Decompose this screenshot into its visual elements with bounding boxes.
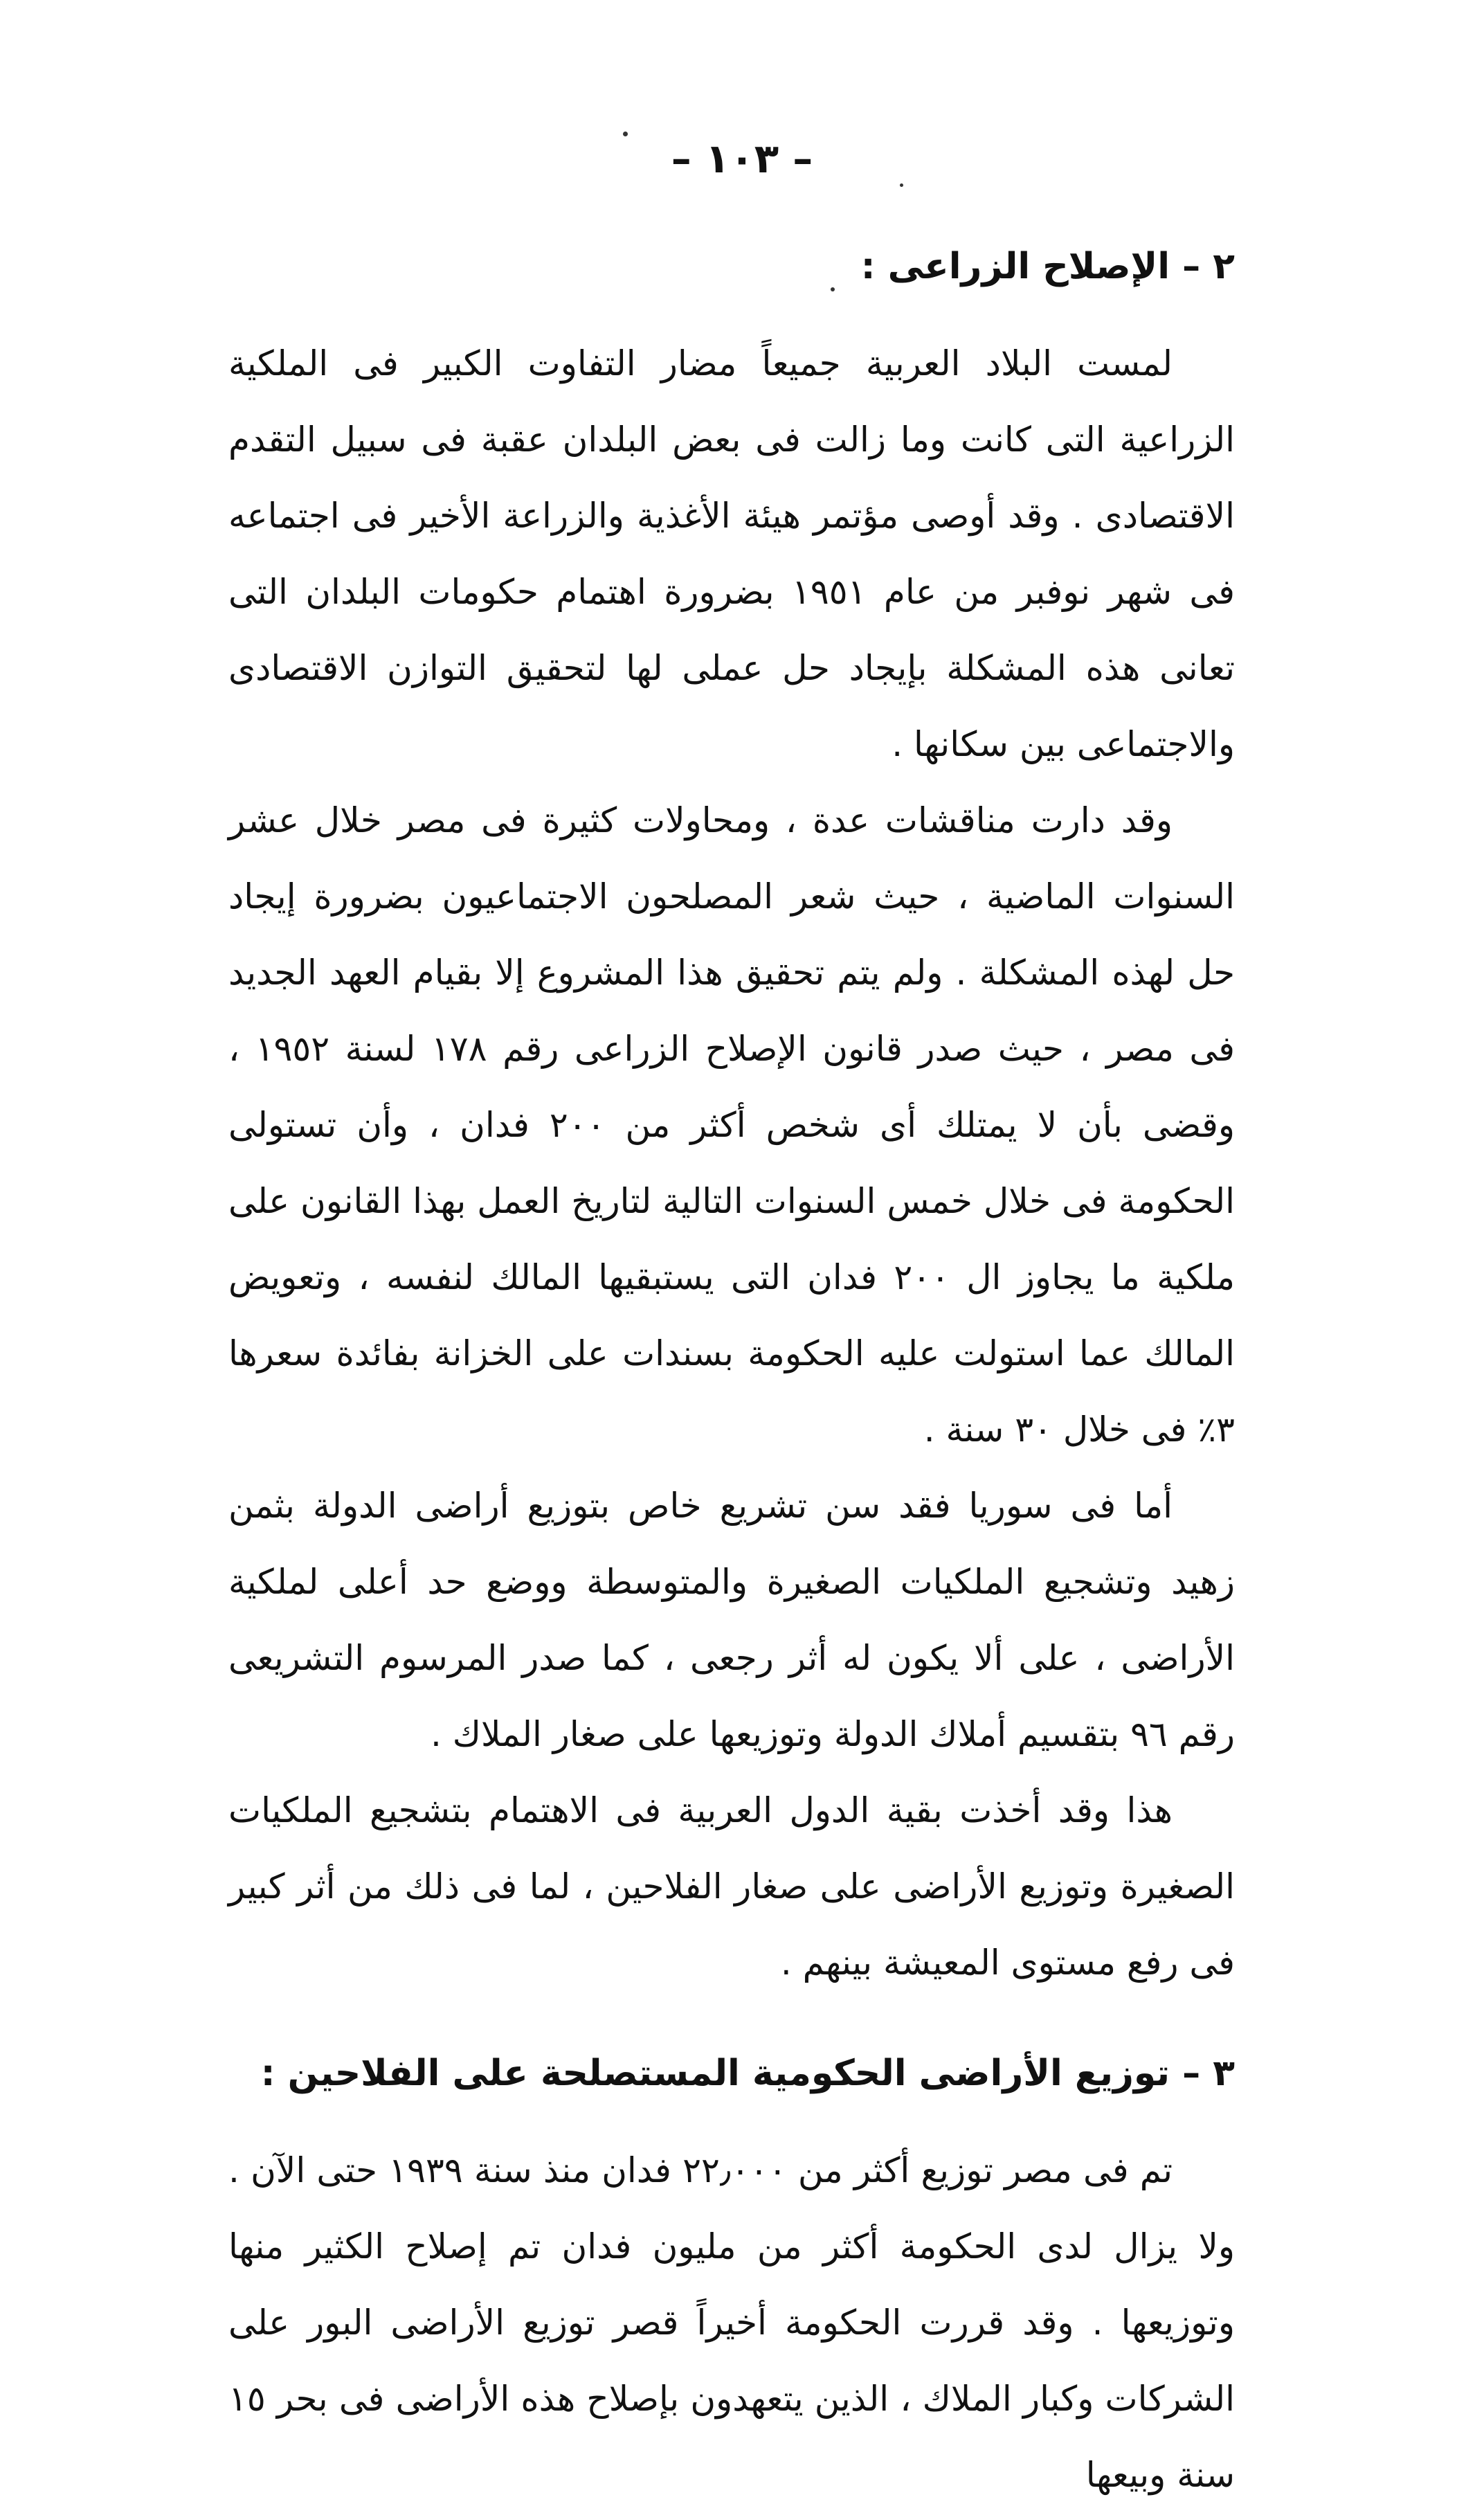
page-number: – ١٠٣ –	[671, 135, 813, 182]
section-heading-land-distribution: ٣ – توزيع الأراضى الحكومية المستصلحة على الفلاحين :	[260, 2053, 1235, 2094]
paragraph: هذا وقد أخذت بقية الدول العربية فى الاهتمام بتشجيع الملكيات الصغيرة وتوزيع الأراضى على صغار الفلاحين ، لما فى ذلك من أثر كبير فى رفع مستوى المعيشة بينهم .	[228, 1790, 1235, 1983]
paragraph: وقد دارت مناقشات عدة ، ومحاولات كثيرة فى مصر خلال عشر السنوات الماضية ، حيث شعر المصلحون الاجتماعيون بضرورة إيجاد حل لهذه المشكلة . ولم يتم تحقيق هذا المشروع إلا بقيام العهد الجديد فى مصر ، حيث صدر قانون الإصلاح الزراعى رقم ١٧٨ لسنة ١٩٥٢ ، وقضى بأن لا يمتلك أى شخص أكثر من ٢٠٠ فدان ، وأن تستولى الحكومة فى خلال خمس السنوات التالية لتاريخ العمل بهذا القانون على ملكية ما يجاوز ال ٢٠٠ فدان التى يستبقيها المالك لنفسه ، وتعويض المالك عما استولت عليه الحكومة بسندات على الخزانة بفائدة سعرها ٣٪ فى خلال ٣٠ سنة .	[228, 800, 1236, 1450]
paragraph: تم فى مصر توزيع أكثر من ٢٢٫٠٠٠ فدان منذ سنة ١٩٣٩ حتى الآن . ولا يزال لدى الحكومة أكثر من مليون فدان تم إصلاح الكثير منها وتوزيعها . وقد قررت الحكومة أخيراً قصر توزيع الأراضى البور على الشركات وكبار الملاك ، الذين يتعهدون بإصلاح هذه الأراضى فى بحر ١٥ سنة وبيعها	[228, 2150, 1235, 2495]
scan-speck	[623, 132, 628, 136]
paragraph: أما فى سوريا فقد سن تشريع خاص بتوزيع أراضى الدولة بثمن زهيد وتشجيع الملكيات الصغيرة والمتوسطة ووضع حد أعلى لملكية الأراضى ، على ألا يكون له أثر رجعى ، كما صدر المرسوم التشريعى رقم ٩٦ بتقسيم أملاك الدولة وتوزيعها على صغار الملاك .	[228, 1486, 1235, 1754]
scan-speck	[900, 183, 903, 187]
paragraph: لمست البلاد العربية جميعاً مضار التفاوت الكبير فى الملكية الزراعية التى كانت وما زالت فى بعض البلدان عقبة فى سبيل التقدم الاقتصادى . وقد أوصى مؤتمر هيئة الأغذية والزراعة الأخير فى اجتماعه فى شهر نوفبر من عام ١٩٥١ بضرورة اهتمام حكومات البلدان التى تعانى هذه المشكلة بإيجاد حل عملى لها لتحقيق التوازن الاقتصادى والاجتماعى بين سكانها .	[228, 343, 1235, 764]
section-heading-land-reform: ٢ – الإصلاح الزراعى :	[860, 246, 1235, 287]
page-body	[228, 228, 1235, 2513]
scan-speck	[831, 287, 835, 291]
